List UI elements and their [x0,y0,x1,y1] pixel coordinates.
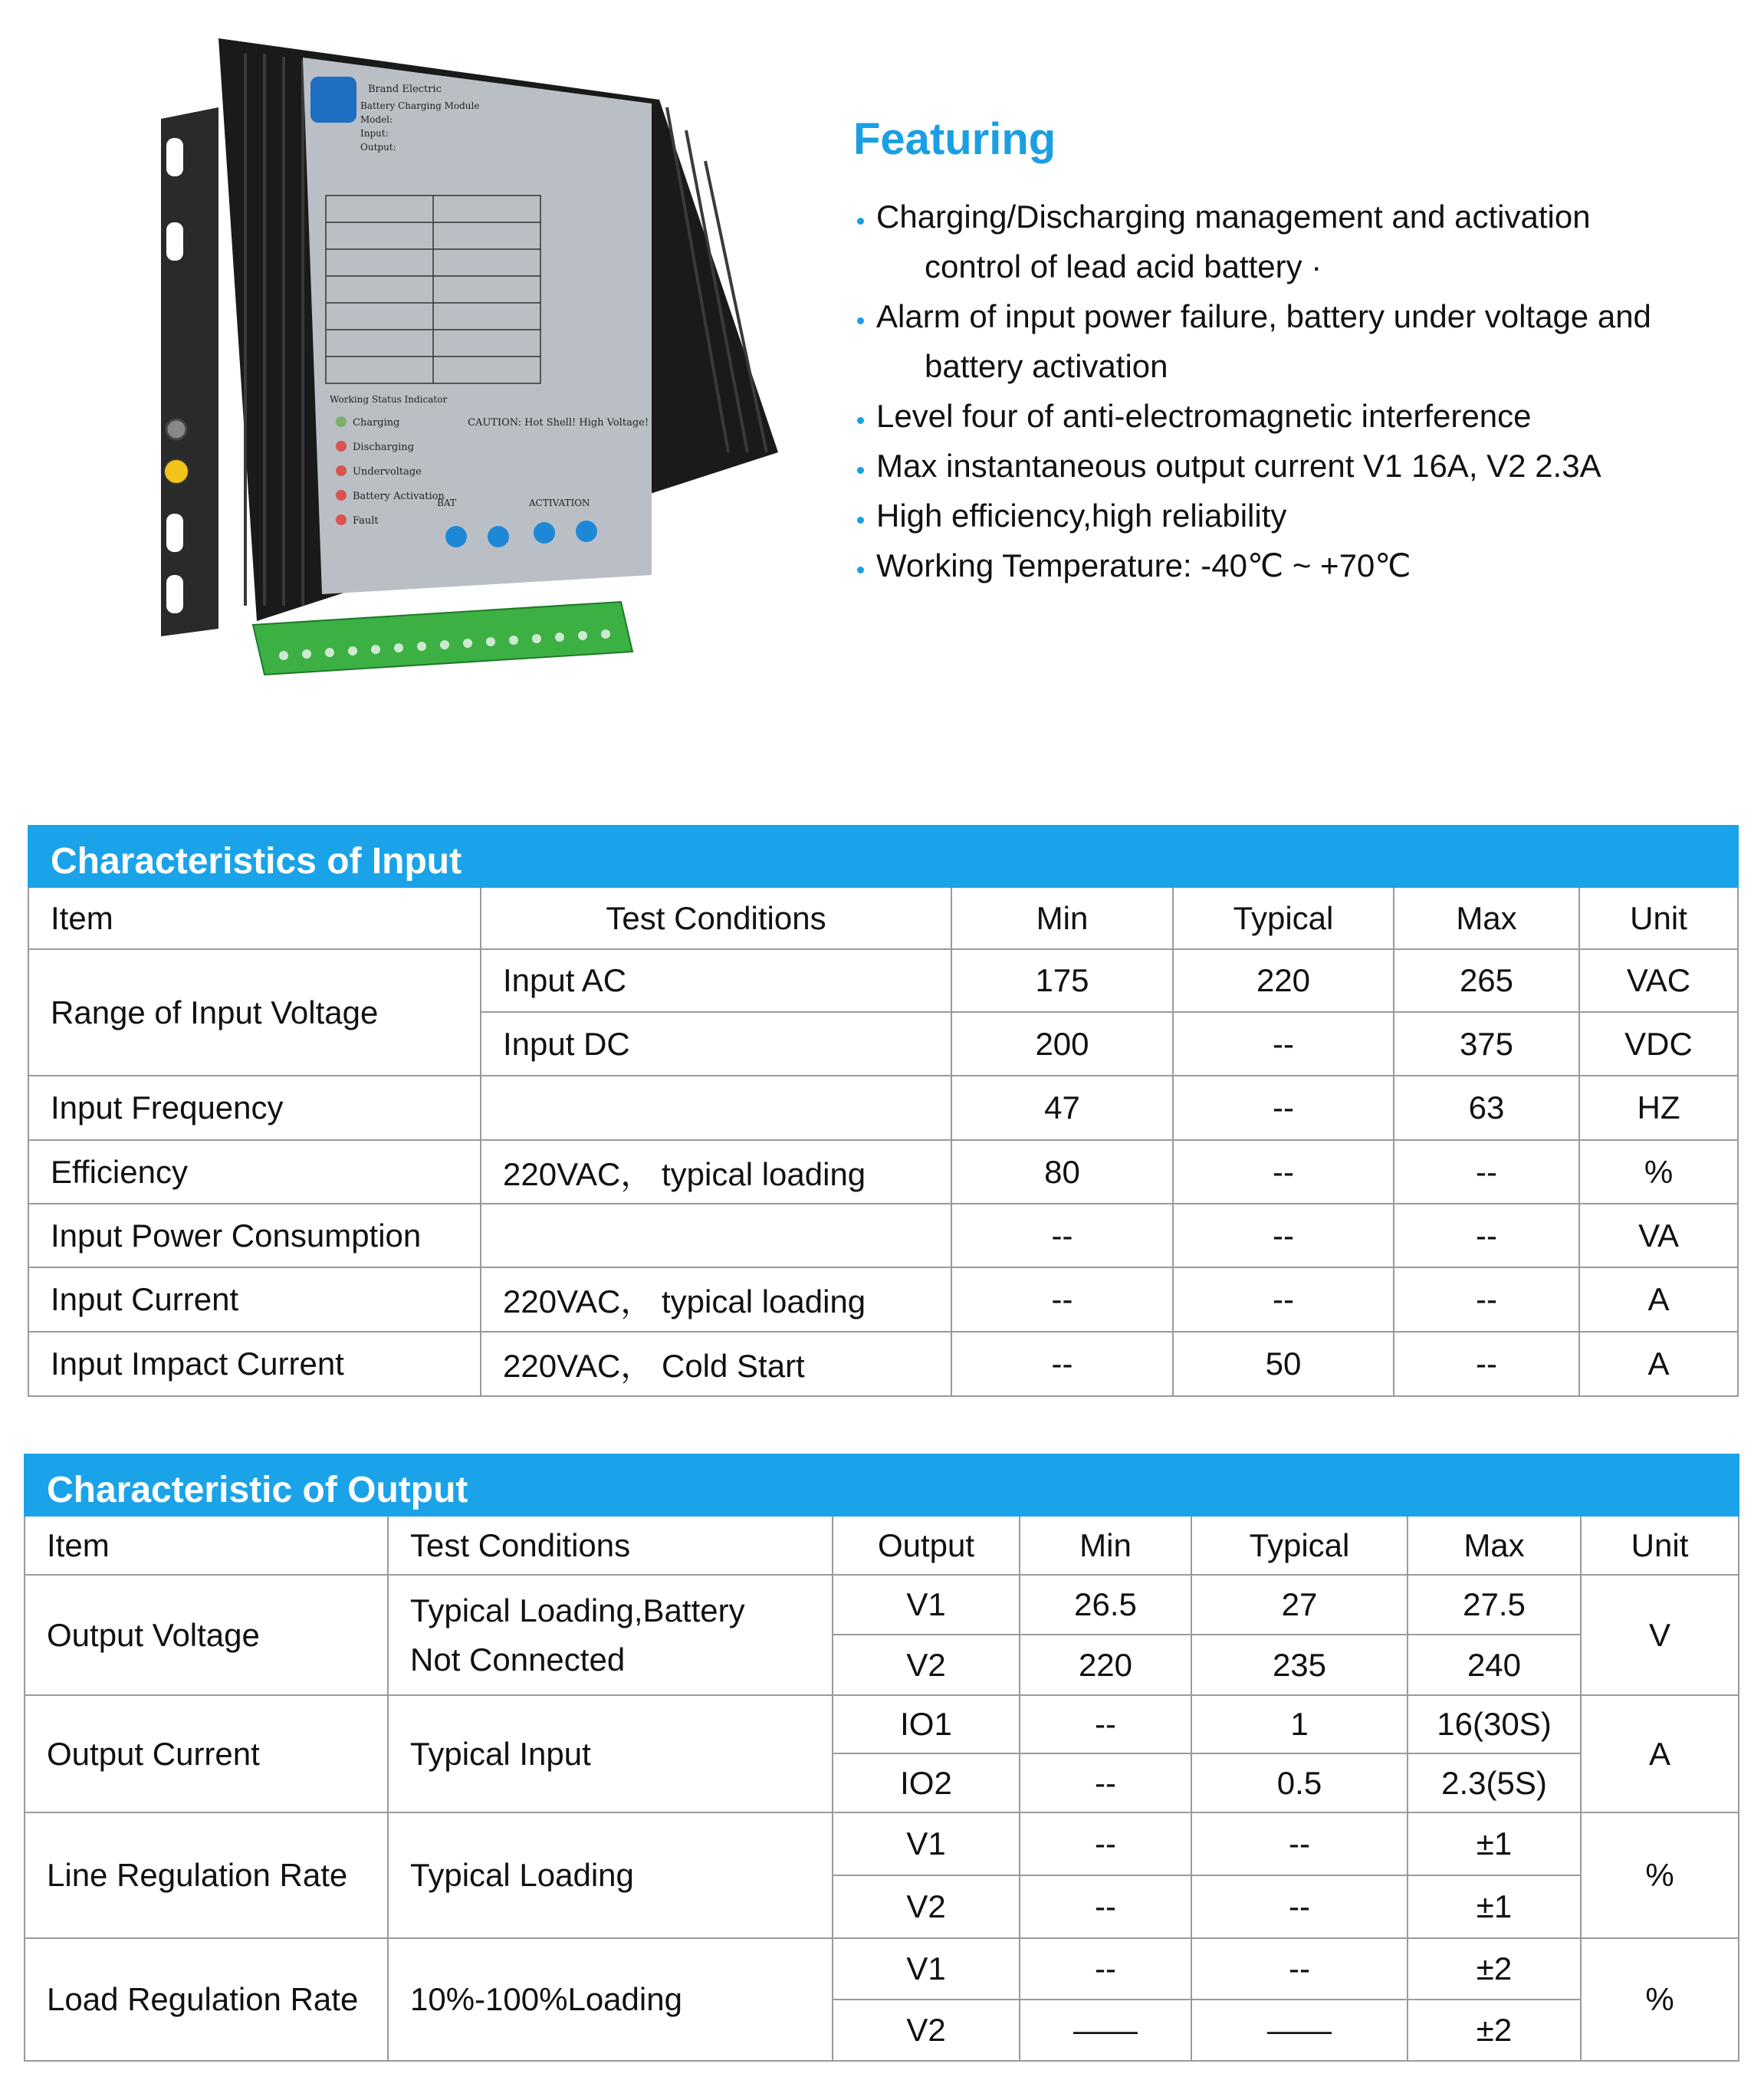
row-max: 2.3(5S) [1408,1753,1581,1812]
row-max: ±1 [1408,1812,1581,1875]
feature-item: Max instantaneous output current V1 16A, V2 2.3A [853,441,1651,491]
table-row [28,1076,1738,1140]
row-typical: -- [1173,1076,1394,1140]
row-item: Input Impact Current [28,1332,481,1396]
feature-list [853,192,1651,590]
feature-item-continuation: control of lead acid battery · [925,248,1322,284]
label-line: Input: [360,128,389,139]
table-row [28,1267,1738,1332]
row-typical: -- [1173,1267,1394,1332]
caution-text: CAUTION: Hot Shell! High Voltage! [468,417,649,429]
row-output: V2 [833,2000,1020,2061]
row-unit: HZ [1579,1076,1738,1140]
row-unit: VDC [1579,1012,1738,1076]
led-label: Fault [353,515,379,527]
feature-item: Charging/Discharging management and activation [853,192,1651,242]
led-icon [336,416,347,427]
led-label: Discharging [353,442,415,453]
row-condition [388,1575,833,1695]
column-header: Max [1408,1516,1581,1575]
row-min: -- [951,1267,1173,1332]
feature-item: Alarm of input power failure, battery under voltage and [853,291,1651,341]
table-header-row [28,887,1738,949]
feature-item-continuation: battery activation [925,348,1168,384]
row-max: 375 [1394,1012,1579,1076]
row-min: 47 [951,1076,1173,1140]
row-max: ±2 [1408,1938,1581,2000]
row-output: IO1 [833,1695,1020,1753]
mounting-bracket [161,107,218,636]
table-row [25,1812,1739,1875]
row-unit: VAC [1579,949,1738,1012]
row-typical: 1 [1191,1695,1408,1753]
bracket-slot [166,222,183,261]
column-header: Unit [1579,887,1738,949]
feature-item: High efficiency,high reliability [853,491,1651,541]
row-min: 220 [1020,1635,1191,1695]
row-item: Output Current [25,1695,388,1812]
table-row [28,1204,1738,1267]
featuring-title: Featuring [853,114,1056,164]
row-item: Input Power Consumption [28,1204,481,1267]
row-condition: Input DC [481,1012,951,1076]
row-typical: -- [1173,1012,1394,1076]
row-max: ±1 [1408,1875,1581,1938]
row-unit: VA [1579,1204,1738,1267]
row-typical: -- [1173,1140,1394,1204]
row-typical: -- [1191,1812,1408,1875]
row-item: Range of Input Voltage [28,949,481,1076]
row-typical: -- [1191,1875,1408,1938]
led-icon [336,441,347,452]
row-output: V1 [833,1938,1020,2000]
output-characteristics-table [24,1454,1739,2062]
row-condition: Typical Input [388,1695,833,1812]
led-label: Charging [353,417,400,429]
row-output: V2 [833,1875,1020,1938]
row-typical: 50 [1173,1332,1394,1396]
row-typical: -- [1173,1204,1394,1267]
column-header: Item [25,1516,388,1575]
row-condition: 220VAC， typical loading [481,1140,951,1204]
row-min: -- [1020,1938,1191,2000]
led-icon [336,465,347,476]
row-min: 175 [951,949,1173,1012]
row-typical: 235 [1191,1635,1408,1695]
row-min: -- [1020,1875,1191,1938]
condition-line: Typical Loading,Battery [410,1592,745,1628]
row-typical: -- [1191,1938,1408,2000]
row-min: -- [951,1332,1173,1396]
ground-icon [164,459,189,484]
input-characteristics-table [28,825,1739,1397]
activation-off-button[interactable] [576,521,597,542]
row-typical: 220 [1173,949,1394,1012]
table-row [25,1695,1739,1753]
row-typical: 27 [1191,1575,1408,1635]
row-output: IO2 [833,1753,1020,1812]
row-output: V1 [833,1812,1020,1875]
bracket-slot [166,575,183,613]
row-min: 80 [951,1140,1173,1204]
row-item: Output Voltage [25,1575,388,1695]
table-title-row [28,826,1738,887]
row-typical: 0.5 [1191,1753,1408,1812]
led-label: Battery Activation [353,491,445,502]
bat-label: BAT [437,498,456,508]
row-unit: % [1581,1812,1739,1938]
row-condition: 10%-100%Loading [388,1938,833,2061]
row-max: 240 [1408,1635,1581,1695]
row-condition [481,1204,951,1267]
row-typical: —— [1191,2000,1408,2061]
bracket-slot [166,138,183,176]
activation-label: ACTIVATION [529,498,590,508]
row-unit: A [1579,1267,1738,1332]
row-max: -- [1394,1332,1579,1396]
brand-logo [310,77,356,123]
led-icon [336,490,347,501]
label-panel [303,58,652,594]
row-min: 26.5 [1020,1575,1191,1635]
table-header-row [25,1516,1739,1575]
bat-on-button[interactable] [445,526,467,547]
product-image [130,23,797,690]
row-max: 63 [1394,1076,1579,1140]
row-item: Input Current [28,1267,481,1332]
led-icon [336,514,347,525]
brand-name: Brand Electric [368,84,442,95]
status-title: Working Status Indicator [330,394,448,405]
label-line: Model: [360,114,393,125]
column-header: Output [833,1516,1020,1575]
bat-off-button[interactable] [488,526,509,547]
row-unit: A [1581,1695,1739,1812]
table-row [28,1332,1738,1396]
column-header: Test Conditions [481,887,951,949]
ground-screw [166,419,186,439]
row-max: 16(30S) [1408,1695,1581,1753]
condition-line: Not Connected [410,1641,626,1678]
row-unit: V [1581,1575,1739,1695]
row-max: 265 [1394,949,1579,1012]
table-title-row [25,1454,1739,1516]
input-table-title: Characteristics of Input [28,826,1738,887]
row-min: -- [951,1204,1173,1267]
column-header: Min [1020,1516,1191,1575]
row-unit: % [1581,1938,1739,2061]
row-max: -- [1394,1140,1579,1204]
row-max: ±2 [1408,2000,1581,2061]
row-max: -- [1394,1267,1579,1332]
column-header: Max [1394,887,1579,949]
row-max: 27.5 [1408,1575,1581,1635]
row-min: —— [1020,2000,1191,2061]
column-header: Unit [1581,1516,1739,1575]
column-header: Typical [1173,887,1394,949]
row-item: Input Frequency [28,1076,481,1140]
row-min: -- [1020,1695,1191,1753]
row-min: -- [1020,1812,1191,1875]
row-condition: 220VAC， typical loading [481,1267,951,1332]
feature-item: Level four of anti-electromagnetic interference [853,391,1651,441]
table-row [25,1575,1739,1635]
terminal-block [253,602,632,675]
column-header: Item [28,887,481,949]
row-condition: 220VAC， Cold Start [481,1332,951,1396]
table-row [25,1938,1739,2000]
row-item: Efficiency [28,1140,481,1204]
row-unit: A [1579,1332,1738,1396]
row-condition: Typical Loading [388,1812,833,1938]
column-header: Min [951,887,1173,949]
row-min: 200 [951,1012,1173,1076]
label-line: Battery Charging Module [360,100,480,111]
row-condition: Input AC [481,949,951,1012]
table-row [28,1140,1738,1204]
label-line: Output: [360,142,396,153]
row-output: V2 [833,1635,1020,1695]
output-table-title: Characteristic of Output [25,1454,1739,1516]
row-max: -- [1394,1204,1579,1267]
activation-on-button[interactable] [534,522,555,544]
row-item: Line Regulation Rate [25,1812,388,1938]
row-min: -- [1020,1753,1191,1812]
table-row [28,949,1738,1012]
column-header: Typical [1191,1516,1408,1575]
row-item: Load Regulation Rate [25,1938,388,2061]
bracket-slot [166,514,183,552]
led-label: Undervoltage [353,466,422,478]
row-output: V1 [833,1575,1020,1635]
row-unit: % [1579,1140,1738,1204]
feature-item: Working Temperature: -40℃ ~ +70℃ [853,541,1651,590]
row-condition [481,1076,951,1140]
column-header: Test Conditions [388,1516,833,1575]
